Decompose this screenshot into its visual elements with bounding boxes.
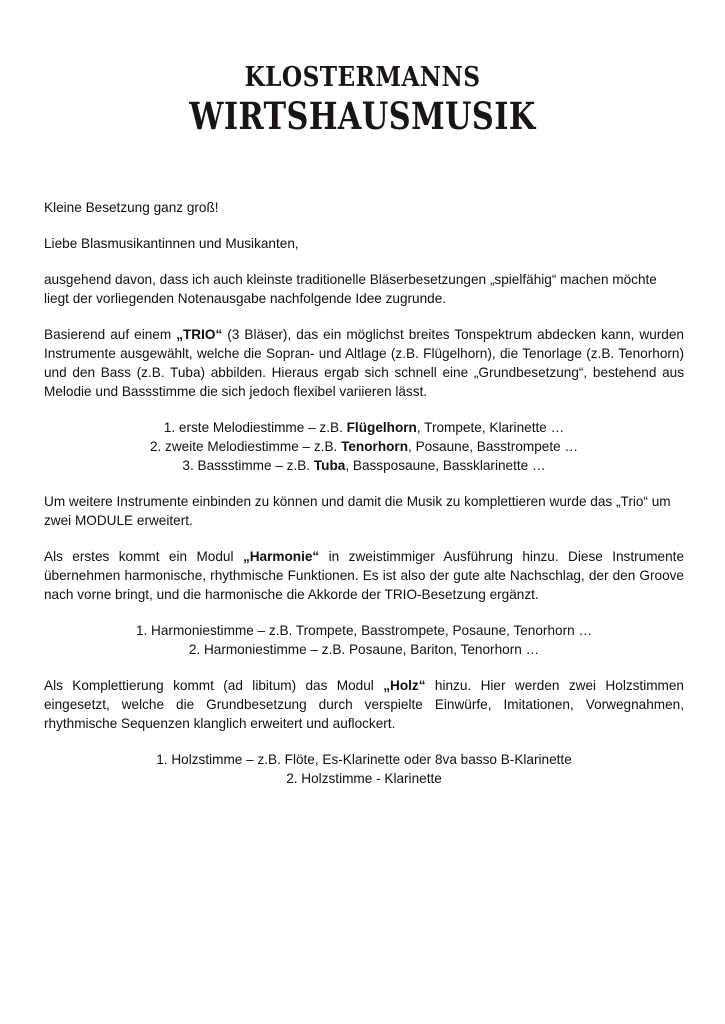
trio-item-instrument: Tenorhorn	[341, 439, 409, 454]
trio-list-item	[44, 418, 684, 437]
tagline: Kleine Besetzung ganz groß!	[44, 200, 219, 215]
greeting: Liebe Blasmusikantinnen und Musikanten,	[44, 236, 299, 251]
body-text	[44, 198, 684, 805]
trio-item-text: , Bassposaune, Bassklarinette …	[345, 458, 546, 473]
trio-item-instrument: Flügelhorn	[346, 420, 417, 435]
paragraph-holz-before: Als Komplettierung kommt (ad libitum) das Modul	[44, 678, 384, 693]
paragraph-module: Um weitere Instrumente einbinden zu können und damit die Musik zu komplettieren wurde das „Trio“ um zwei MODULE erweitert.	[44, 494, 671, 528]
harmonie-list-item: 1. Harmoniestimme – z.B. Trompete, Basstrompete, Posaune, Tenorhorn …	[135, 623, 593, 638]
paragraph-trio	[44, 325, 684, 401]
trio-item-instrument: Tuba	[313, 458, 346, 473]
paragraph-trio-before: Basierend auf einem	[44, 327, 177, 342]
holz-list	[44, 750, 684, 788]
paragraph-holz-after: hinzu. Hier werden zwei Holzstimmen eingesetzt, welche die Grundbesetzung durch verspielte Einwürfe, Imitationen, Vorwegnahmen, rhythmische Sequenzen klanglich erweitert und auflockert.	[44, 678, 684, 731]
paragraph-harmonie-before: Als erstes kommt ein Modul	[44, 549, 243, 564]
title-block	[0, 62, 725, 138]
title-klostermanns: KLOSTERMANNS	[244, 62, 481, 93]
trio-item-text: 3. Bassstimme – z.B.	[182, 458, 314, 473]
trio-list	[44, 418, 684, 475]
trio-list-item	[44, 456, 684, 475]
title-wirtshausmusik: WIRTSHAUSMUSIK	[189, 94, 536, 138]
harmonie-list	[44, 621, 684, 659]
paragraph-holz	[44, 676, 684, 733]
trio-item-text: , Posaune, Basstrompete …	[408, 439, 579, 454]
paragraph-intro: ausgehend davon, dass ich auch kleinste traditionelle Bläserbesetzungen „spielfähig“ machen möchte liegt der vorliegenden Notenausgabe nachfolgende Idee zugrunde.	[44, 272, 657, 306]
trio-item-text: , Trompete, Klarinette …	[416, 420, 565, 435]
paragraph-trio-bold: „TRIO“	[176, 327, 223, 342]
trio-item-text: 1. erste Melodiestimme – z.B.	[163, 420, 347, 435]
paragraph-holz-bold: „Holz“	[383, 678, 426, 693]
holz-list-item: 1. Holzstimme – z.B. Flöte, Es-Klarinette oder 8va basso B-Klarinette	[156, 752, 572, 767]
harmonie-list-item: 2. Harmoniestimme – z.B. Posaune, Bariton, Tenorhorn …	[188, 642, 540, 657]
paragraph-harmonie-after: in zweistimmiger Ausführung hinzu. Diese Instrumente übernehmen harmonische, rhythmische Funktionen. Es ist also der gute alte Nachschlag, der den Groove nach vorne bringt, und die harmonische die Akkorde der TRIO-Besetzung ergänzt.	[44, 549, 684, 602]
paragraph-harmonie	[44, 547, 684, 604]
paragraph-trio-after: (3 Bläser), das ein möglichst breites Tonspektrum abdecken kann, wurden Instrumente ausgewählt, welche die Sopran- und Altlage (z.B. Flügelhorn), die Tenorlage (z.B. Tenorhorn) und den Bass (z.B. Tuba) abbilden. Hieraus ergab sich schnell eine „Grundbesetzung“, bestehend aus Melodie und Bassstimme die sich jedoch flexibel variieren lässt.	[44, 327, 684, 399]
trio-item-text: 2. zweite Melodiestimme – z.B.	[149, 439, 342, 454]
holz-list-item: 2. Holzstimme - Klarinette	[286, 771, 442, 786]
paragraph-harmonie-bold: „Harmonie“	[242, 549, 320, 564]
trio-list-item	[44, 437, 684, 456]
